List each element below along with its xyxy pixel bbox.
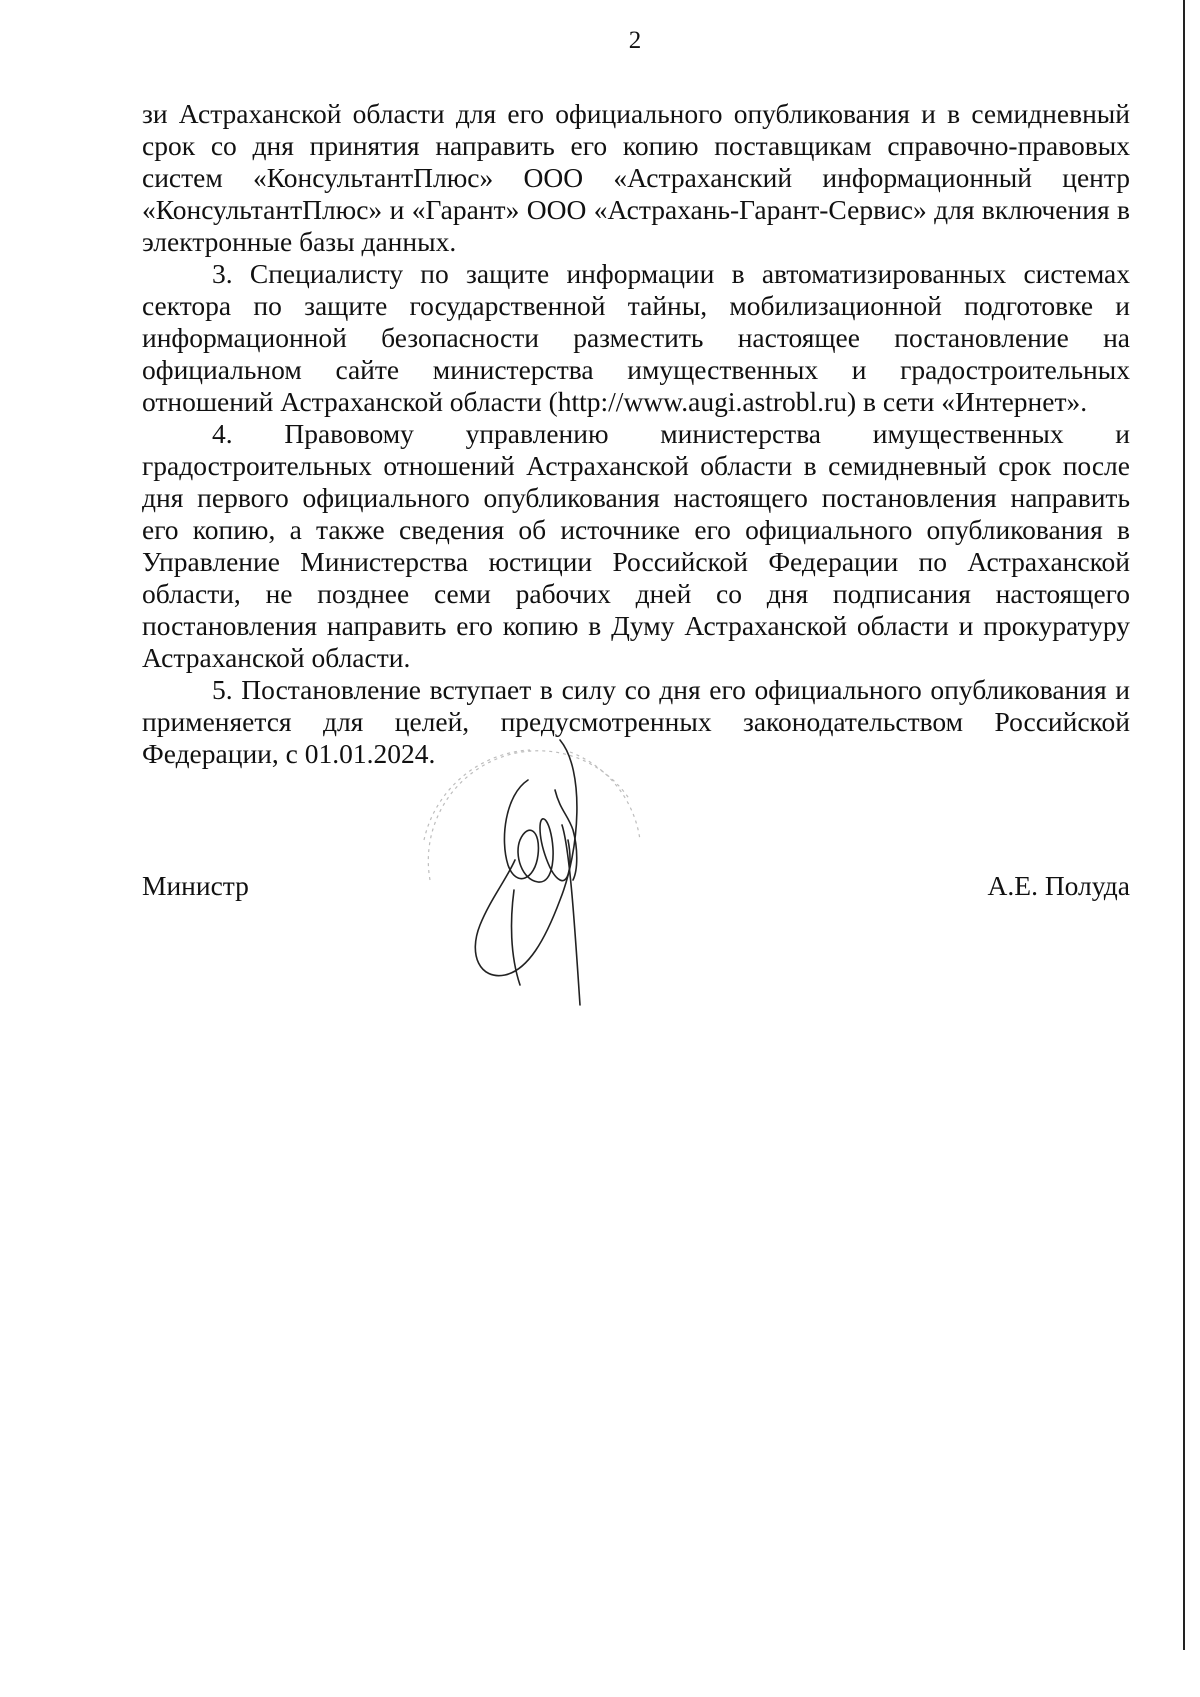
signer-name: А.Е. Полуда	[987, 870, 1130, 901]
paragraph-item-4: 4. Правовому управлению министерства имущественных и градостроительных отношений Астраханской области в семидневный срок после дня первого официального опубликования настоящего постановления направить его копию, а также сведения об источнике его официального опубликования в Управление Министерства юстиции Российской Федерации по Астраханской области, не позднее семи рабочих дней со дня подписания настоящего постановления направить его копию в Думу Астраханской области и прокуратуру Астраханской области.	[142, 418, 1130, 673]
paragraph-item-5: 5. Постановление вступает в силу со дня его официального опубликования и применяется для целей, предусмотренных законодательством Российской Федерации, с 01.01.2024.	[142, 674, 1130, 769]
page-edge-line	[1183, 0, 1185, 1650]
paragraph-continuation: зи Астраханской области для его официального опубликования и в семидневный срок со дня принятия направить его копию поставщикам справочно-правовых систем «КонсультантПлюс» ООО «Астраханский информационный центр «КонсультантПлюс» и «Гарант» ООО «Астрахань-Гарант-Сервис» для включения в электронные базы данных.	[142, 98, 1130, 257]
handwritten-signature	[410, 730, 650, 1010]
signer-position: Министр	[142, 870, 249, 901]
signature-block	[142, 760, 1130, 1020]
stamp-outline	[424, 750, 640, 880]
page-number: 2	[628, 27, 642, 54]
paragraph-item-3: 3. Специалисту по защите информации в автоматизированных системах сектора по защите государственной тайны, мобилизационной подготовке и информационной безопасности разместить настоящее постановление на официальном сайте министерства имущественных и градостроительных отношений Астраханской области (http://www.augi.astrobl.ru) в сети «Интернет».	[142, 258, 1130, 417]
signature-strokes	[475, 740, 580, 1005]
document-body	[142, 98, 1130, 770]
